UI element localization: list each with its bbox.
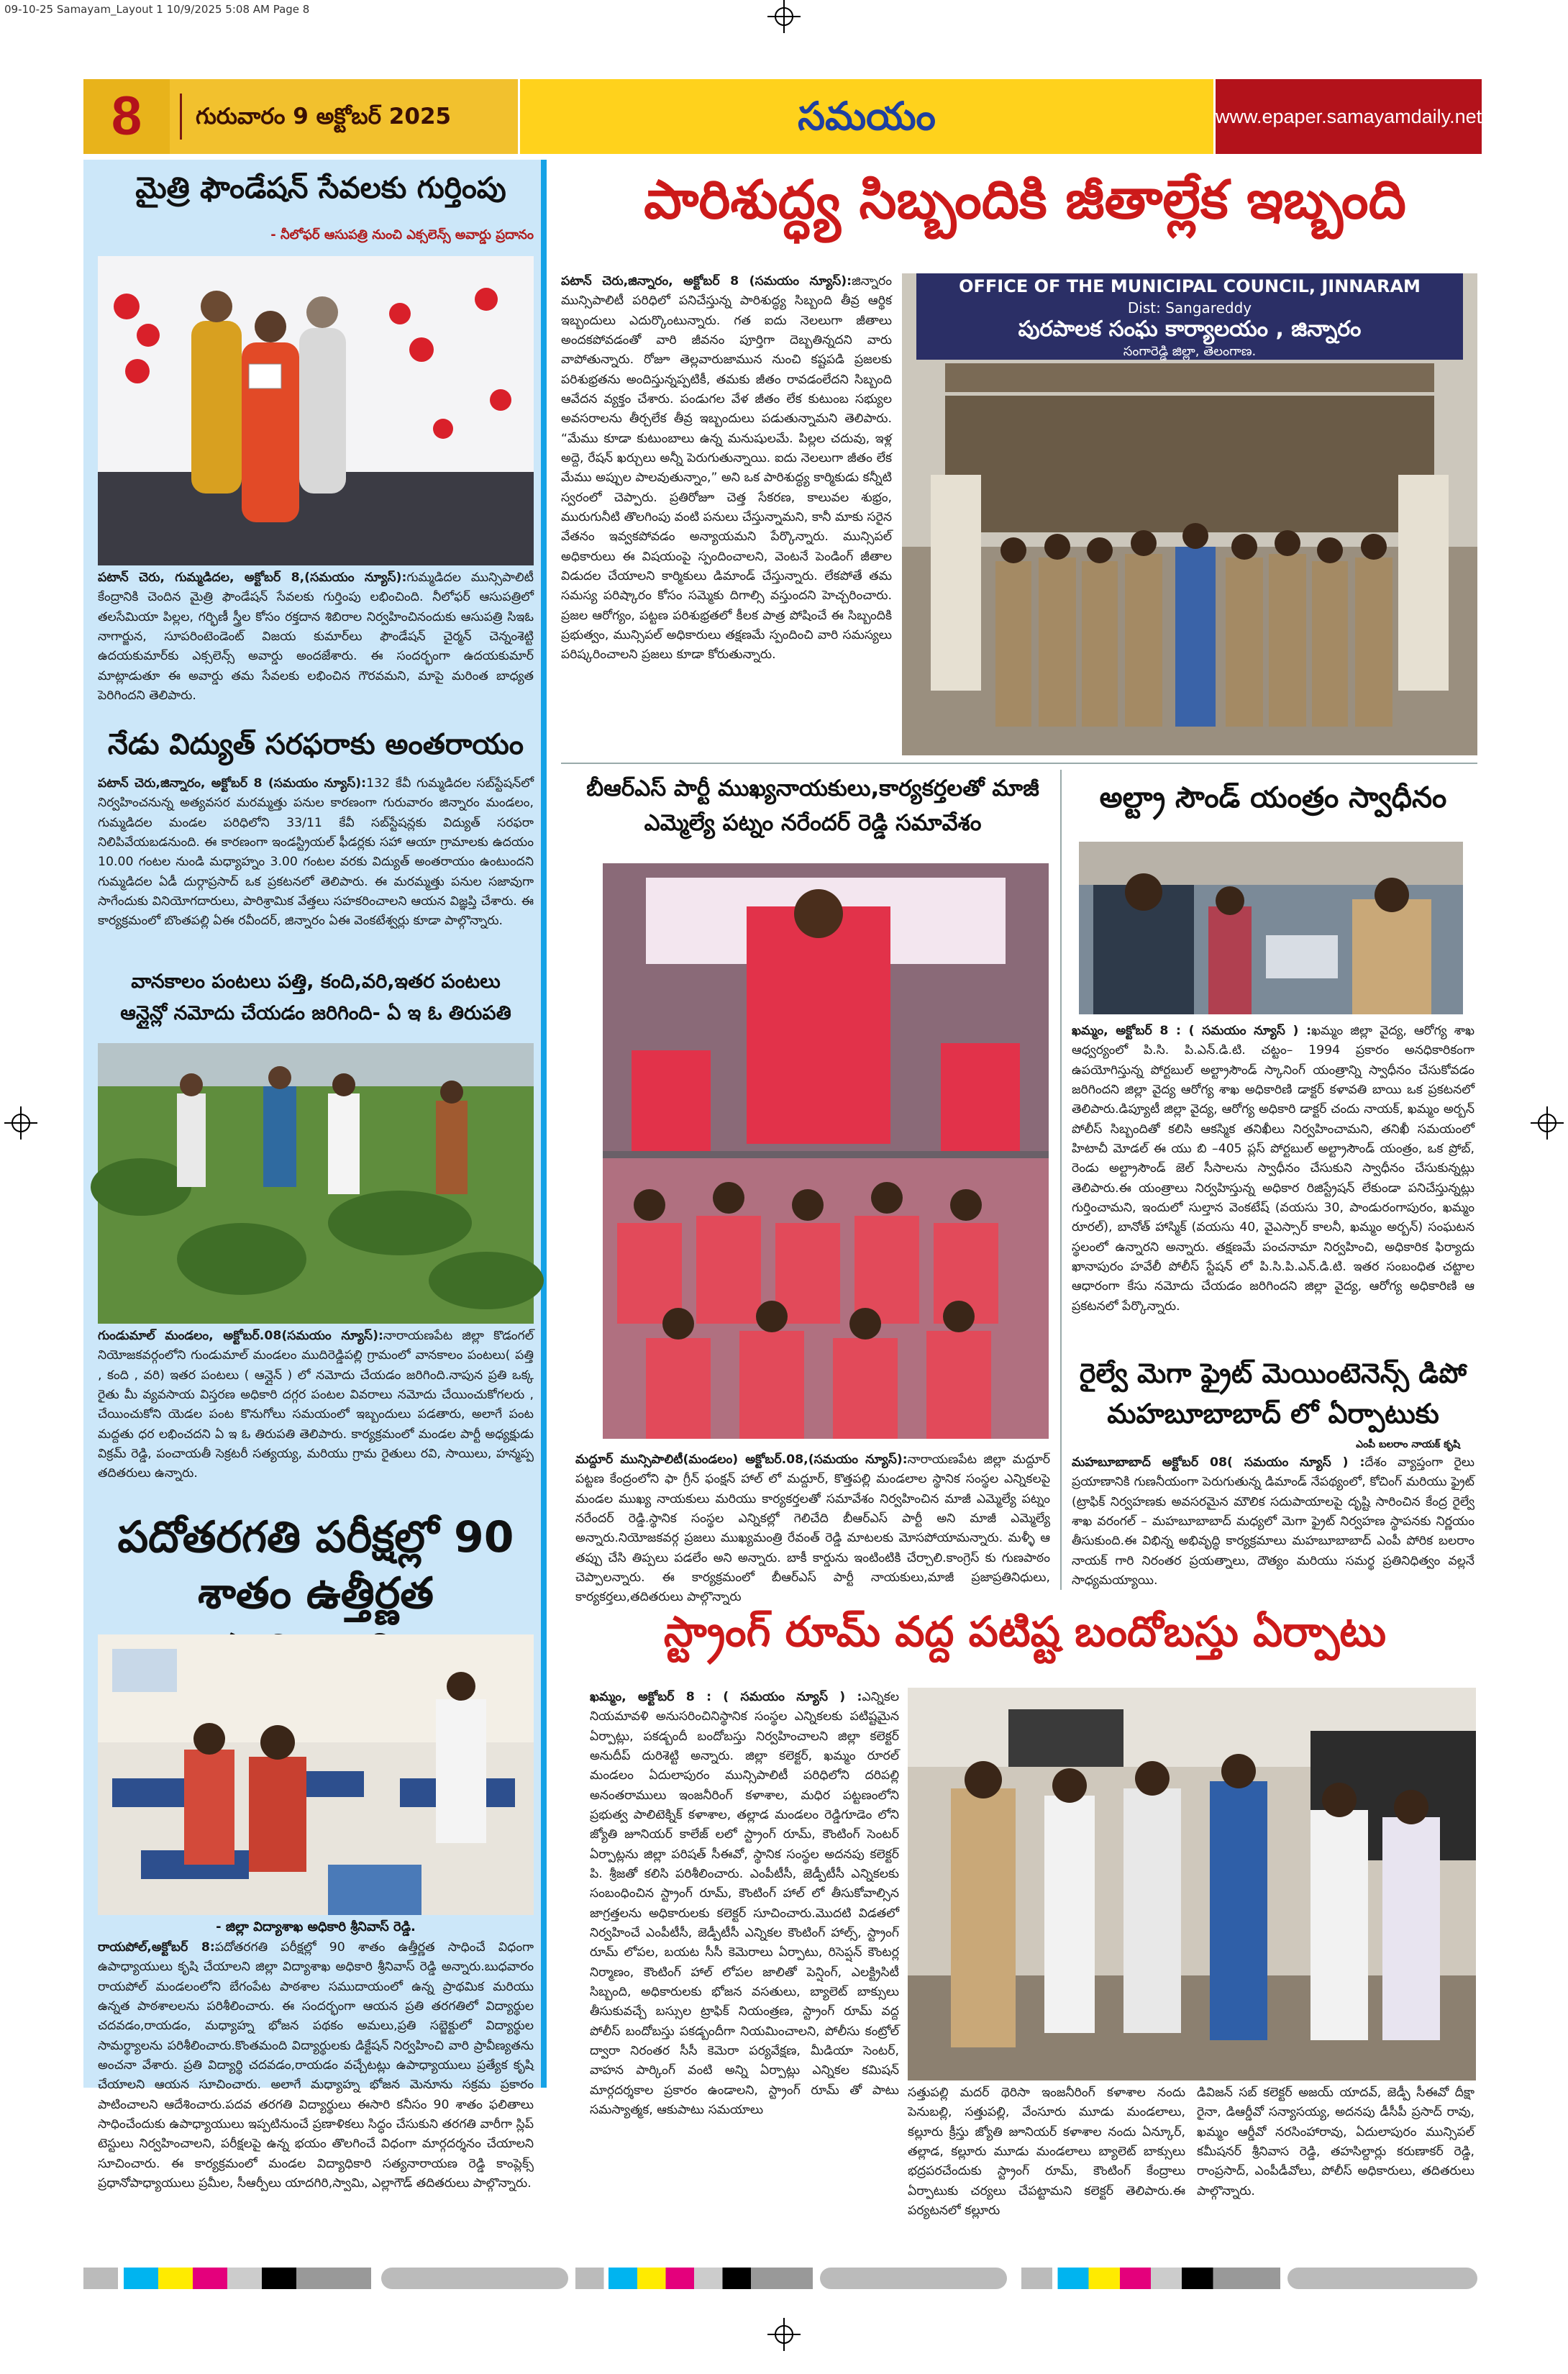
municipal-office-photo [902,273,1477,755]
brs-body: మద్దూర్ మున్సిపాలిటీ(మండలం) అక్టోబర్.08,(సమయం న్యూస్):నారాయణపేట జిల్లా మద్దూర్ పట్టణ కేంద్రంలోని ఫా గ్రీన్ ఫంక్షన్ హాల్ లో మద్దూర్, కొత్తపల్లి మండలాల స్థానిక సంస్థల ఎన్నికలపై మండల ముఖ్య నాయకులు మరియు కార్యకర్తలతో సమావేశం నిర్వహించిన మాజీ ఎమ్మెల్యే పట్నం నరేందర్ రెడ్డి.స్థానిక సంస్థల ఎన్నికల్లో గెలిచేది బీఆర్ఎస్ పార్టీ అని మాజీ ఎమ్మెల్యే అన్నారు.నియోజకవర్గ ప్రజలు ముఖ్యమంత్రి రేవంత్ రెడ్డి మాటలకు మోసపోయామన్నారు. మళ్ళీ ఆ తప్పు చేసి తిప్పలు పడలేం అని అన్నారు. బాకీ కార్డును ఇంటింటికి చేర్చాలి.కాంగ్రెస్ కు గుణపాఠం చెప్పాలన్నారు. ఈ కార్యక్రమంలో బీఆర్ఎస్ పార్టీ నాయకులు,మాజీ ప్రజాప్రతినిధులు, కార్యకర్తలు,తదితరులు పాల్గొన్నారు [575,1452,1050,1605]
sanitation-body: పటాన్ చెరు,జిన్నారం, అక్టోబర్ 8 (సమయం న్యూస్):జిన్నారం మున్సిపాలిటీ పరిధిలో పనిచేస్తున్న పారిశుద్ధ్య సిబ్బంది తీవ్ర ఆర్థిక ఇబ్బందులు ఎదుర్కొంటున్నారు. గత ఐదు నెలలుగా జీతాలు అందకపోవడంతో వారి జీవనం పూర్తిగా దెబ్బతిన్నదని వారు వాపోతున్నారు. రోజూ తెల్లవారుజామున నుంచి కష్టపడి ప్రజలకు పరిశుభ్రతను అందిస్తున్నప్పటికీ, తమకు జీతం రావడంలేదని సిబ్బంది ఆవేదన వ్యక్తం చేశారు. పండుగల వేళ జీతం లేక కుటుంబ సభ్యుల అవసరాలను తీర్చలేక తీవ్ర ఇబ్బందులు పడుతున్నామని తెలిపారు. “మేము కూడా కుటుంబాలు ఉన్న మనుషులమే. పిల్లల చదువు, ఇళ్ల అద్దె, రేషన్ ఖర్చులు అన్నీ పెరుగుతున్నాయి. ఐదు నెలలుగా జీతం లేక మేము అప్పుల పాలవుతున్నాం,” అని ఒక పారిశుద్ధ్య కార్మికుడు కన్నీటి స్వరంలో చెప్పారు. ప్రతిరోజూ చెత్త సేకరణ, కాలువల శుభ్రం, మురుగునీటి తొలగింపు వంటి పనులు చేస్తున్నామని, కానీ మాకు సరైన వేతనం ఇవ్వకపోవడం అన్యాయమని పేర్కొన్నారు. మున్సిపల్ అధికారులు ఈ విషయంపై స్పందించాలని, వెంటనే పెండింగ్ జీతాల విడుదల చేయాలని కార్మికులు డిమాండ్ చేస్తున్నారు. లేకపోతే తమ సమస్య పరిష్కారం కోసం సమ్మెకు దిగాల్సి వస్తుందని హెచ్చరించారు. ప్రజల ఆరోగ్యం, పట్టణ పరిశుభ్రతలో కీలక పాత్ర పోషించే ఈ సిబ్బందికి ప్రభుత్వం, మున్సిపల్ అధికారులు తక్షణమే స్పందించి వారి సమస్యలు పరిష్కరించాలని ప్రజలు కూడా కోరుతున్నారు. [561,274,892,663]
maitri-body: పటాన్ చెరు, గుమ్మడిదల, అక్టోబర్ 8,(సమయం న్యూస్):గుమ్మడిదల మున్సిపాలిటీ కేంద్రానికి చెందిన మైత్రి ఫౌండేషన్ సేవలకు గుర్తింపు లభించింది. నీలోఫర్ ఆసుపత్రిలో తలసేమియా పిల్లల, గర్భిణీ స్త్రీల కోసం రక్తదాన శిబిరాల నిర్వహించినందుకు ఆసుపత్రి సిఇఓ నాగార్జున, సూపరింటెండెంట్ విజయ కుమార్‌లు ఫౌండేషన్ చైర్మన్ చెన్నంశెట్టి ఉదయకుమార్‌కు ఎక్సలెన్స్ అవార్డు అందజేశారు. ఈ సందర్భంగా ఉదయకుమార్ మాట్లాడుతూ ఈ అవార్డు తమ సేవలకు లభించిన గౌరవమని, మాపై మరింత బాధ్యత పెరిగిందని తెలిపారు. [98,570,534,703]
brs-meeting-photo [603,863,1049,1439]
strong-room-body-c: డివిజన్ సబ్ కలెక్టర్ అజయ్ యాదవ్, జెడ్పీ సీఈవో దీక్షా రైనా, డిఆర్డీవో సన్యాసయ్య, అదనపు డీసీపీ ప్రసాద్ రావు, ఖమ్మం ఆర్డీవో నరసింహారావు, ఏదులాపురం మున్సిపల్ కమీషనర్ శ్రీనివాస రెడ్డి, తహసిల్దార్లు కరుణాకర్ రెడ్డి, రాంప్రసాద్, ఎంపీడీవోలు, పోలీస్ అధికారులు, తదితరులు పాల్గొన్నారు. [1197,2086,1474,2198]
brs-ultra-divider [1060,770,1062,1590]
page-number: 8 [83,79,170,154]
exam-headline: పదోతరగతి పరీక్షల్లో 90 శాతం ఉత్తీర్ణత [117,1512,514,1619]
color-bar-4 [820,2268,1007,2289]
color-bar-1 [83,2268,371,2289]
exam-body: రాయపోల్,అక్టోబర్ 8:పదోతరగతి పరీక్షల్లో 90 శాతం ఉత్తీర్ణత సాధించే విధంగా ఉపాధ్యాయులు కృషి చేయాలని జిల్లా విద్యాశాఖ అధికారి శ్రీనివాస్ రెడ్డి అన్నారు.బుధవారం రాయపోల్ మండలంలోని బేగంపేట పాఠశాల సముదాయంలో ఉన్న ప్రాథమిక మరియు ఉన్నత పాఠశాలలను పరిశీలించారు. ఈ సందర్భంగా ఆయన ప్రతి తరగతిలో విద్యార్థుల చదవడం,రాయడం, మధ్యాహ్న భోజన పథకం అమలు,ప్రతి సబ్జెక్టులో విద్యార్థుల సామర్థ్యాలను పరిశీలించారు.కొంతమంది విద్యార్థులకు డిక్టేషన్ నిర్వహించి వారి ప్రావీణ్యతను అంచనా వేశారు. ప్రతి విద్యార్థి చదవడం,రాయడం వచ్చేటట్లు ఉపాధ్యాయులు ప్రత్యేక కృషి చేయాలని ఆయన సూచించారు. అలాగే మధ్యాహ్న భోజన మెనూను సక్రమ ప్రకారం పాటించాలని ఆదేశించారు.పదవ తరగతి విద్యార్థులు ఈసారి కనీసం 90 శాతం ఫలితాలు సాధించేందుకు ఉపాధ్యాయులు ఇప్పటినుంచే ప్రణాళికలు సిద్ధం చేసుకుని తరగతి వారీగా స్లిప్ టెస్టులు నిర్వహించాలని, పరీక్షలపై ఉన్న భయం తొలగించే విధంగా మార్గదర్శనం చేయాలని సూచించారు. ఈ కార్యక్రమంలో మండల విద్యాధికారి సత్యనారాయణ రెడ్డి కాంప్లెక్స్ ప్రధానోపాధ్యాయులు ప్రమీల, సీఆర్పీలు యాదగిరి,స్వామి, ఎల్లాగౌడ్ తదితరులు పాల్గొన్నారు. [98,1940,534,2191]
maitri-subhead: - నీలోఫర్ ఆసుపత్రి నుంచి ఎక్సలెన్స్ అవార్డు ప్రదానం [270,227,534,242]
maitri-headline: మైత్రి ఫౌండేషన్ సేవలకు గుర్తింపు [135,170,506,205]
strong-room-headline: స్ట్రాంగ్ రూమ్ వద్ద పటిష్ట బందోబస్తు ఏర్పాటు [663,1607,1387,1656]
power-headline: నేడు విద్యుత్ సరఫరాకు అంతరాయం [107,728,524,761]
main-divider [561,763,1477,764]
exam-photo-caption: - జిల్లా విద్యాశాఖ అధికారి శ్రీనివాస్ రెడ్డి. [216,1919,416,1934]
brs-headline: బీఆర్ఎస్ పార్టీ ముఖ్యనాయకులు,కార్యకర్తలతో మాజీ ఎమ్మెల్యే పట్నం నరేందర్ రెడ్డి సమావేశం [586,776,1039,837]
office-sign-line-4: సంగారెడ్డి జిల్లా, తెలంగాణ. [1123,344,1257,359]
crops-headline-1: వానకాలం పంటలు పత్తి, కంది,వరి,ఇతర పంటలు [131,970,501,993]
office-sign-line-2: Dist: Sangareddy [1127,299,1252,317]
masthead-divider [180,94,182,140]
classroom-photo [98,1634,534,1915]
sanitation-headline: పారిశుద్ధ్య సిబ్బందికి జీతాల్లేక ఇబ్బంది [644,169,1406,231]
ultrasound-body: ఖమ్మం, అక్టోబర్ 8 : ( సమయం న్యూస్ ) :ఖమ్మం జిల్లా వైద్య, ఆరోగ్య శాఖ ఆధ్వర్యంలో పి.సి. పి.ఎన్.డి.టి. చట్టం– 1994 ప్రకారం అనధికారికంగా ఉపయోగిస్తున్న పోర్టబుల్ అల్ట్రాసౌండ్ స్కానింగ్ యంత్రాన్ని స్వాధీనం చేసుకోవడం జరిగిందని జిల్లా వైద్య ఆరోగ్య శాఖ అధికారిణి డాక్టర్ కళావతి బాయి ఒక ప్రకటనలో తెలిపారు.డిప్యూటీ జిల్లా వైద్య, ఆరోగ్య అధికారి డాక్టర్ చందు నాయక్, ఖమ్మం అర్బన్ పోలీస్ సిబ్బందితో కలిసి ఆకస్మిక తనిఖీలు నిర్వహించామని, తనిఖీ సమయంలో హిటాచీ మోడల్ ఈ యు బి –405 ప్లస్ పోర్టబుల్ అల్ట్రాసౌండ్ యంత్రం, ఒక ప్రోబ్, రెండు అల్ట్రాసౌండ్ జెల్ సీసాలను స్వాధీనం చేసుకుని స్వాధీనం చేసుకున్నట్లు తెలిపారు.ఈ యంత్రాలు నిర్వహిస్తున్న అధికార రిజిస్ట్రేషన్ లేకుండా పనిచేస్తున్నట్లు గుర్తించామని, ఇందులో సుల్తాన వెంకటేష్ (వయసు 30, పాండురంగాపురం, ఖమ్మం రూరల్), బానోత్ హాస్మిక్ (వయసు 40, వైఎస్సార్ కాలనీ, ఖమ్మం అర్బన్) సంఘటన స్థలంలో ఉన్నారని అన్నారు. తక్షణమే పంచనామా నిర్వహించి, అధికారిక ఫిర్యాదు ఖానాపురం హవేలీ పోలీస్ స్టేషన్ లో పి.సి.పి.ఎన్.డి.టి. ఇతర సంబంధిత చట్టాల ఆధారంగా కేసు నమోదు చేయడం జరిగిందని జిల్లా వైద్య, ఆరోగ్య అధికారిణి ఆ ప్రకటనలో పేర్కొన్నారు. [1072,1024,1474,1314]
color-bar-3 [575,2268,813,2289]
railway-headline-1: రైల్వే మెగా ఫ్రైట్ మెయింటెనెన్స్ డిపో [1079,1357,1467,1389]
railway-credit: ఎంపీ బలరాం నాయక్ కృషి [1356,1439,1460,1450]
masthead-date: గురువారం 9 అక్టోబర్ 2025 [196,104,452,129]
strong-room-body-b: సత్తుపల్లి మదర్ థెరిసా ఇంజనీరింగ్ కళాశాల నందు పెనుబల్లి, సత్తుపల్లి, వేంసూరు మూడు మండలాలు, కల్లూరు క్రీస్తు జ్యోతి జూనియర్ కళాశాల నందు ఏన్కూర్, తల్లాడ, కల్లూరు మూడు మండలాలు బ్యాలెట్ బాక్సులు భద్రపరచేందుకు స్ట్రాంగ్ రూమ్, కౌంటింగ్ కేంద్రాలు ఏర్పాటుకు చర్యలు చేపట్టామని కలెక్టర్ తెలిపారు.ఈ పర్యటనలో కల్లూరు [908,2086,1185,2218]
registration-mark-left [12,1114,30,1132]
crops-body: గుండుమాల్ మండలం, అక్టోబర్.08(సమయం న్యూస్):నారాయణపేట జిల్లా కొడంగల్ నియోజకవర్గంలోని గుండుమాల్ మండలం ముదిరెడ్డిపల్లి గ్రామంలో వానకాలం పంటలు( పత్తి , కంది , వరి) ఇతర పంటలు ( ఆన్లైన్ ) లో నమోదు చేయడం జరిగింది.నాపున ప్రతి ఒక్క రైతు మీ వ్యవసాయ విస్తరణ అధికారి దగ్గర పంటల వివరాలు నమోదు చేయించుకోగలరు , చేయించుకోని యెడల పంట కొనుగోలు సమయంలో ఇబ్బందులు పడతారు, అలాగే పంట మద్దతు ధర లభించదని ఏ ఇ ఓ తిరుపతి తెలిపారు. కార్యక్రమంలో మండల పార్టీ అధ్యక్షుడు విక్రమ్ రెడ్డి, పంచాయతీ సెక్రటరీ సత్యయ్య, మరియు గ్రామ రైతులు రవి, సాయిలు, హన్మప్ప తదితరులు ఉన్నారు. [98,1329,534,1481]
ultrasound-headline: అల్ట్రా సౌండ్ యంత్రం స్వాధీనం [1099,781,1447,814]
crop-field-photo [98,1043,534,1324]
strong-room-photo [908,1688,1476,2080]
color-bar-5 [1021,2268,1280,2289]
color-bar-6 [1287,2268,1477,2289]
award-ceremony-photo [98,256,534,565]
power-body: పటాన్ చెరు,జిన్నారం, అక్టోబర్ 8 (సమయం న్యూస్):132 కేవీ గుమ్మడిదల సబ్‌స్టేషన్‌లో నిర్వహించనున్న అత్యవసర మరమ్మత్తు పనుల కారణంగా గురువారం జిన్నారం మండలం, గుమ్మడిదల మండల పరిధిలోని 33/11 కేవీ సబ్‌స్టేషన్లకు విద్యుత్ సరఫరా నిలిపివేయబడనుంది. ఈ కారణంగా ఇండస్ట్రియల్ ఫీడర్లకు సహా ఆయా గ్రామాలకు ఉదయం 10.00 గంటల నుండి మధ్యాహ్నం 3.00 గంటల వరకు విద్యుత్ అంతరాయం ఉంటుందని గుమ్మడిదల ఏడీ దుర్గాప్రసాద్ ఒక ప్రకటనలో తెలిపారు. ఈ మరమ్మత్తు పనుల సజావుగా సాగేందుకు వినియోగదారులు, పారిశ్రామిక వేత్తలు సహకరించాలని ఆయన విజ్ఞప్తి చేశారు. ఈ కార్యక్రమంలో బొంతపల్లి ఏఈ రవీందర్, జిన్నారం ఏఈ వెంకటేశ్వర్లు కూడా పాల్గొన్నారు. [98,776,534,929]
color-bar-2 [381,2268,568,2289]
railway-headline-2: మహబూబాబాద్ లో ఏర్పాటుకు [1107,1398,1439,1429]
crops-headline-2: ఆన్లైన్లో నమోదు చేయడం జరిగింది- ఏ ఇ ఓ తిరుపతి [120,1002,511,1024]
brand-logo: సమయం [798,94,936,139]
strong-room-body: ఖమ్మం, అక్టోబర్ 8 : ( సమయం న్యూస్ ) :ఎన్నికల నియమావళి అనుసరించినిస్థానిక సంస్థల ఎన్నికలకు పటిష్టమైన ఏర్పాట్లు, పకడ్బందీ బందోబస్తు నిర్వహించాలని జిల్లా కలెక్టర్ అనుదీప్ దురిశెట్టి అన్నారు. జిల్లా కలెక్టర్, ఖమ్మం రూరల్ మండలం ఏదులాపురం మున్సిపాలిటీ పరిధిలోని దరిపల్లి అనంతరాములు ఇంజనీరింగ్ కళాశాల, మధిర పట్టణంలోని ప్రభుత్వ పాలిటెక్నిక్ కళాశాల, తల్లాడ మండలం రెడ్డిగూడెం లోని జ్యోతి జూనియర్ కాలేజ్ లలో స్ట్రాంగ్ రూమ్, కౌంటింగ్ సెంటర్ ఏర్పాట్లను జిల్లా పరిషత్ సీఈవో, స్థానిక సంస్థల అదనపు కలెక్టర్ పి. శ్రీజతో కలిసి పరిశీలించారు. ఎంపీటీసీ, జెడ్పీటీసీ ఎన్నికలకు సంబంధించిన స్ట్రాంగ్ రూమ్, కౌంటింగ్ హాల్ లో తీసుకోవాల్సిన జాగ్రత్తలను అధికారులకు కలెక్టర్ సూచించారు.మొదటి విడతలో నిర్వహించే ఎంపీటీసీ, జెడ్పీటీసీ ఎన్నికల కౌంటింగ్ హాల్స్, స్ట్రాంగ్ రూమ్ లోపల, బయట సీసీ కెమెరాలు ఏర్పాటు, రిసెప్షన్ కౌంటర్ల నిర్మాణం, కౌంటింగ్ హాల్ లోపల జాలితో పెన్షింగ్, ఎలక్ట్రిసిటీ సిబ్బంది, అధికారులకు భోజన వసతులు, బ్యాలెట్ బాక్సులు తీసుకువచ్చే బస్సుల ట్రాఫిక్ నియంత్రణ, స్ట్రాంగ్ రూమ్ వద్ద పోలీస్ బందోబస్తు పకడ్బందీగా నియమించాలని, పోలీసు కంట్రోల్ ద్వారా నిరంతర సీసీ కెమెరా పర్యవేక్షణ, మీడియా సెంటర్, వాహన పార్కింగ్ వంటి అన్ని ఏర్పాట్లు ఎన్నికల కమిషన్ మార్గదర్శకాల ప్రకారం ఉండాలని, స్ట్రాంగ్ రూమ్ తో పాటు సమస్యాత్మక, ఆకుపాటు సమయాలు [590,1690,899,2117]
office-sign-line-3: పురపాలక సంఘ కార్యాలయం , జిన్నారం [1018,317,1362,342]
ultrasound-photo [1079,842,1463,1014]
registration-mark-top [775,7,793,26]
epaper-url[interactable]: www.epaper.samayamdaily.net [1216,79,1482,154]
print-slug: 09-10-25 Samayam_Layout 1 10/9/2025 5:08 AM Page 8 [4,3,310,16]
railway-body: మహబూబాబాద్ అక్టోబర్ 08( సమయం న్యూస్ ) :దేశం వ్యాప్తంగా రైలు ప్రయాణానికి గుణనీయంగా పెరుగుతున్న డిమాండ్ నేపథ్యంలో, కోచింగ్ మరియు ఫ్రైట్ (ట్రాఫిక్ నిర్వహణకు అవసరమైన మౌలిక సదుపాయాలపై దృష్టి సారించిన కేంద్ర రైల్వే శాఖ వరంగల్ – మహబూబాబాద్ మధ్యలో మెగా ఫ్రైట్ నిర్వహణ స్థాపనకు నిర్ణయం తీసుకుంది.ఈ విభిన్న అభివృద్ధి కార్యక్రమాలు మహబూబాబాద్ ఎంపీ పోరిక బలరాం నాయక్ గారి నిరంతర ప్రయత్నాలు, దౌత్యం మరియు సమర్థ ప్రతినిధిత్వం వల్లనే సాధ్యమయ్యాయి. [1072,1455,1474,1588]
registration-mark-right [1538,1114,1556,1132]
office-sign-line-1: OFFICE OF THE MUNICIPAL COUNCIL, JINNARAM [959,276,1421,296]
